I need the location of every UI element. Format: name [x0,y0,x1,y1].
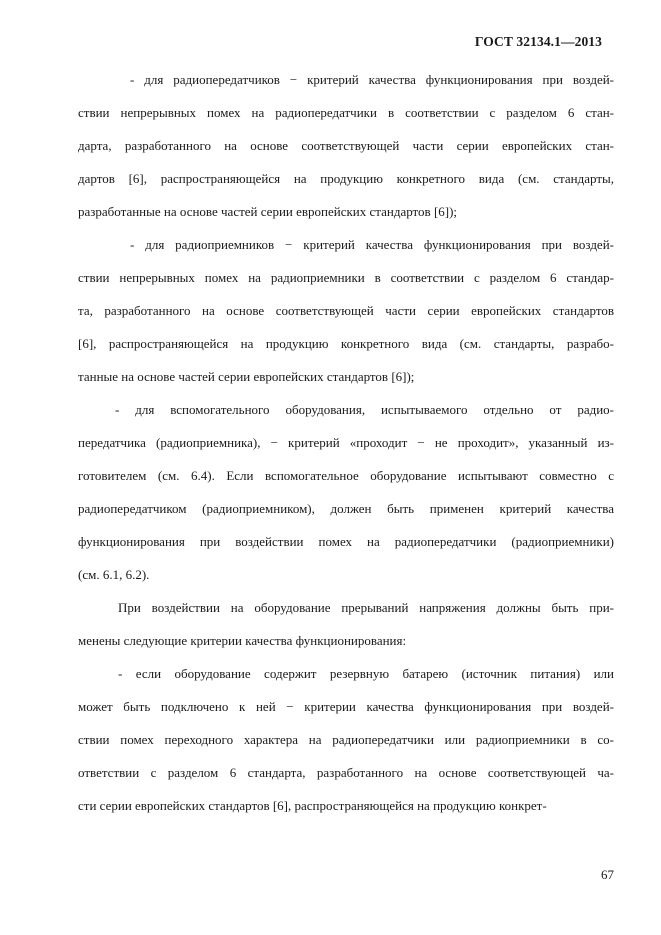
page-number: 67 [601,867,614,882]
paragraph [78,657,614,822]
text-line: функционирования при воздействии помех на радиопередатчики (радиоприемники) [78,534,614,549]
text-line: ствии непрерывных помех на радиоприемники в соответствии с разделом 6 стандар- [78,270,614,285]
text-line: менены следующие критерии качества функционирования: [78,633,407,648]
text-line: дарта, разработанного на основе соответствующей части серии европейских стан- [78,138,614,153]
text-line: может быть подключено к ней − критерии качества функционирования при воздей- [78,699,614,714]
paragraph [78,63,614,228]
text-line: [6], распространяющейся на продукцию конкретного вида (см. стандарты, разрабо- [78,336,614,351]
text-line: ствии помех переходного характера на радиопередатчики или радиоприемники в со- [78,732,614,747]
text-line: танные на основе частей серии европейских стандартов [6]); [78,369,415,384]
text-line: сти серии европейских стандартов [6], распространяющейся на продукцию конкрет- [78,798,547,813]
text-line: - для радиопередатчиков − критерий качества функционирования при воздей- [130,72,614,87]
document-body [78,63,614,822]
text-line: - для вспомогательного оборудования, испытываемого отдельно от радио- [115,402,614,417]
text-line: та, разработанного на основе соответствующей части серии европейских стандартов [78,303,614,318]
text-line: разработанные на основе частей серии европейских стандартов [6]); [78,204,458,219]
text-line: передатчика (радиоприемника), − критерий «проходит − не проходит», указанный из- [78,435,614,450]
text-line: готовителем (см. 6.4). Если вспомогательное оборудование испытывают совместно с [78,468,614,483]
paragraph [78,228,614,393]
text-line: ствии непрерывных помех на радиопередатчики в соответствии с разделом 6 стан- [78,105,614,120]
text-line: дартов [6], распространяющейся на продукцию конкретного вида (см. стандарты, [78,171,614,186]
text-line: - если оборудование содержит резервную батарею (источник питания) или [118,666,614,681]
paragraph [78,393,614,591]
text-line: При воздействии на оборудование прерываний напряжения должны быть при- [118,600,614,615]
document-header: ГОСТ 32134.1—2013 [474,34,602,49]
text-line: - для радиоприемников − критерий качества функционирования при воздей- [130,237,614,252]
text-line: ответствии с разделом 6 стандарта, разработанного на основе соответствующей ча- [78,765,614,780]
text-line: (см. 6.1, 6.2). [78,567,150,582]
text-line: радиопередатчиком (радиоприемником), должен быть применен критерий качества [78,501,614,516]
paragraph [78,591,614,657]
